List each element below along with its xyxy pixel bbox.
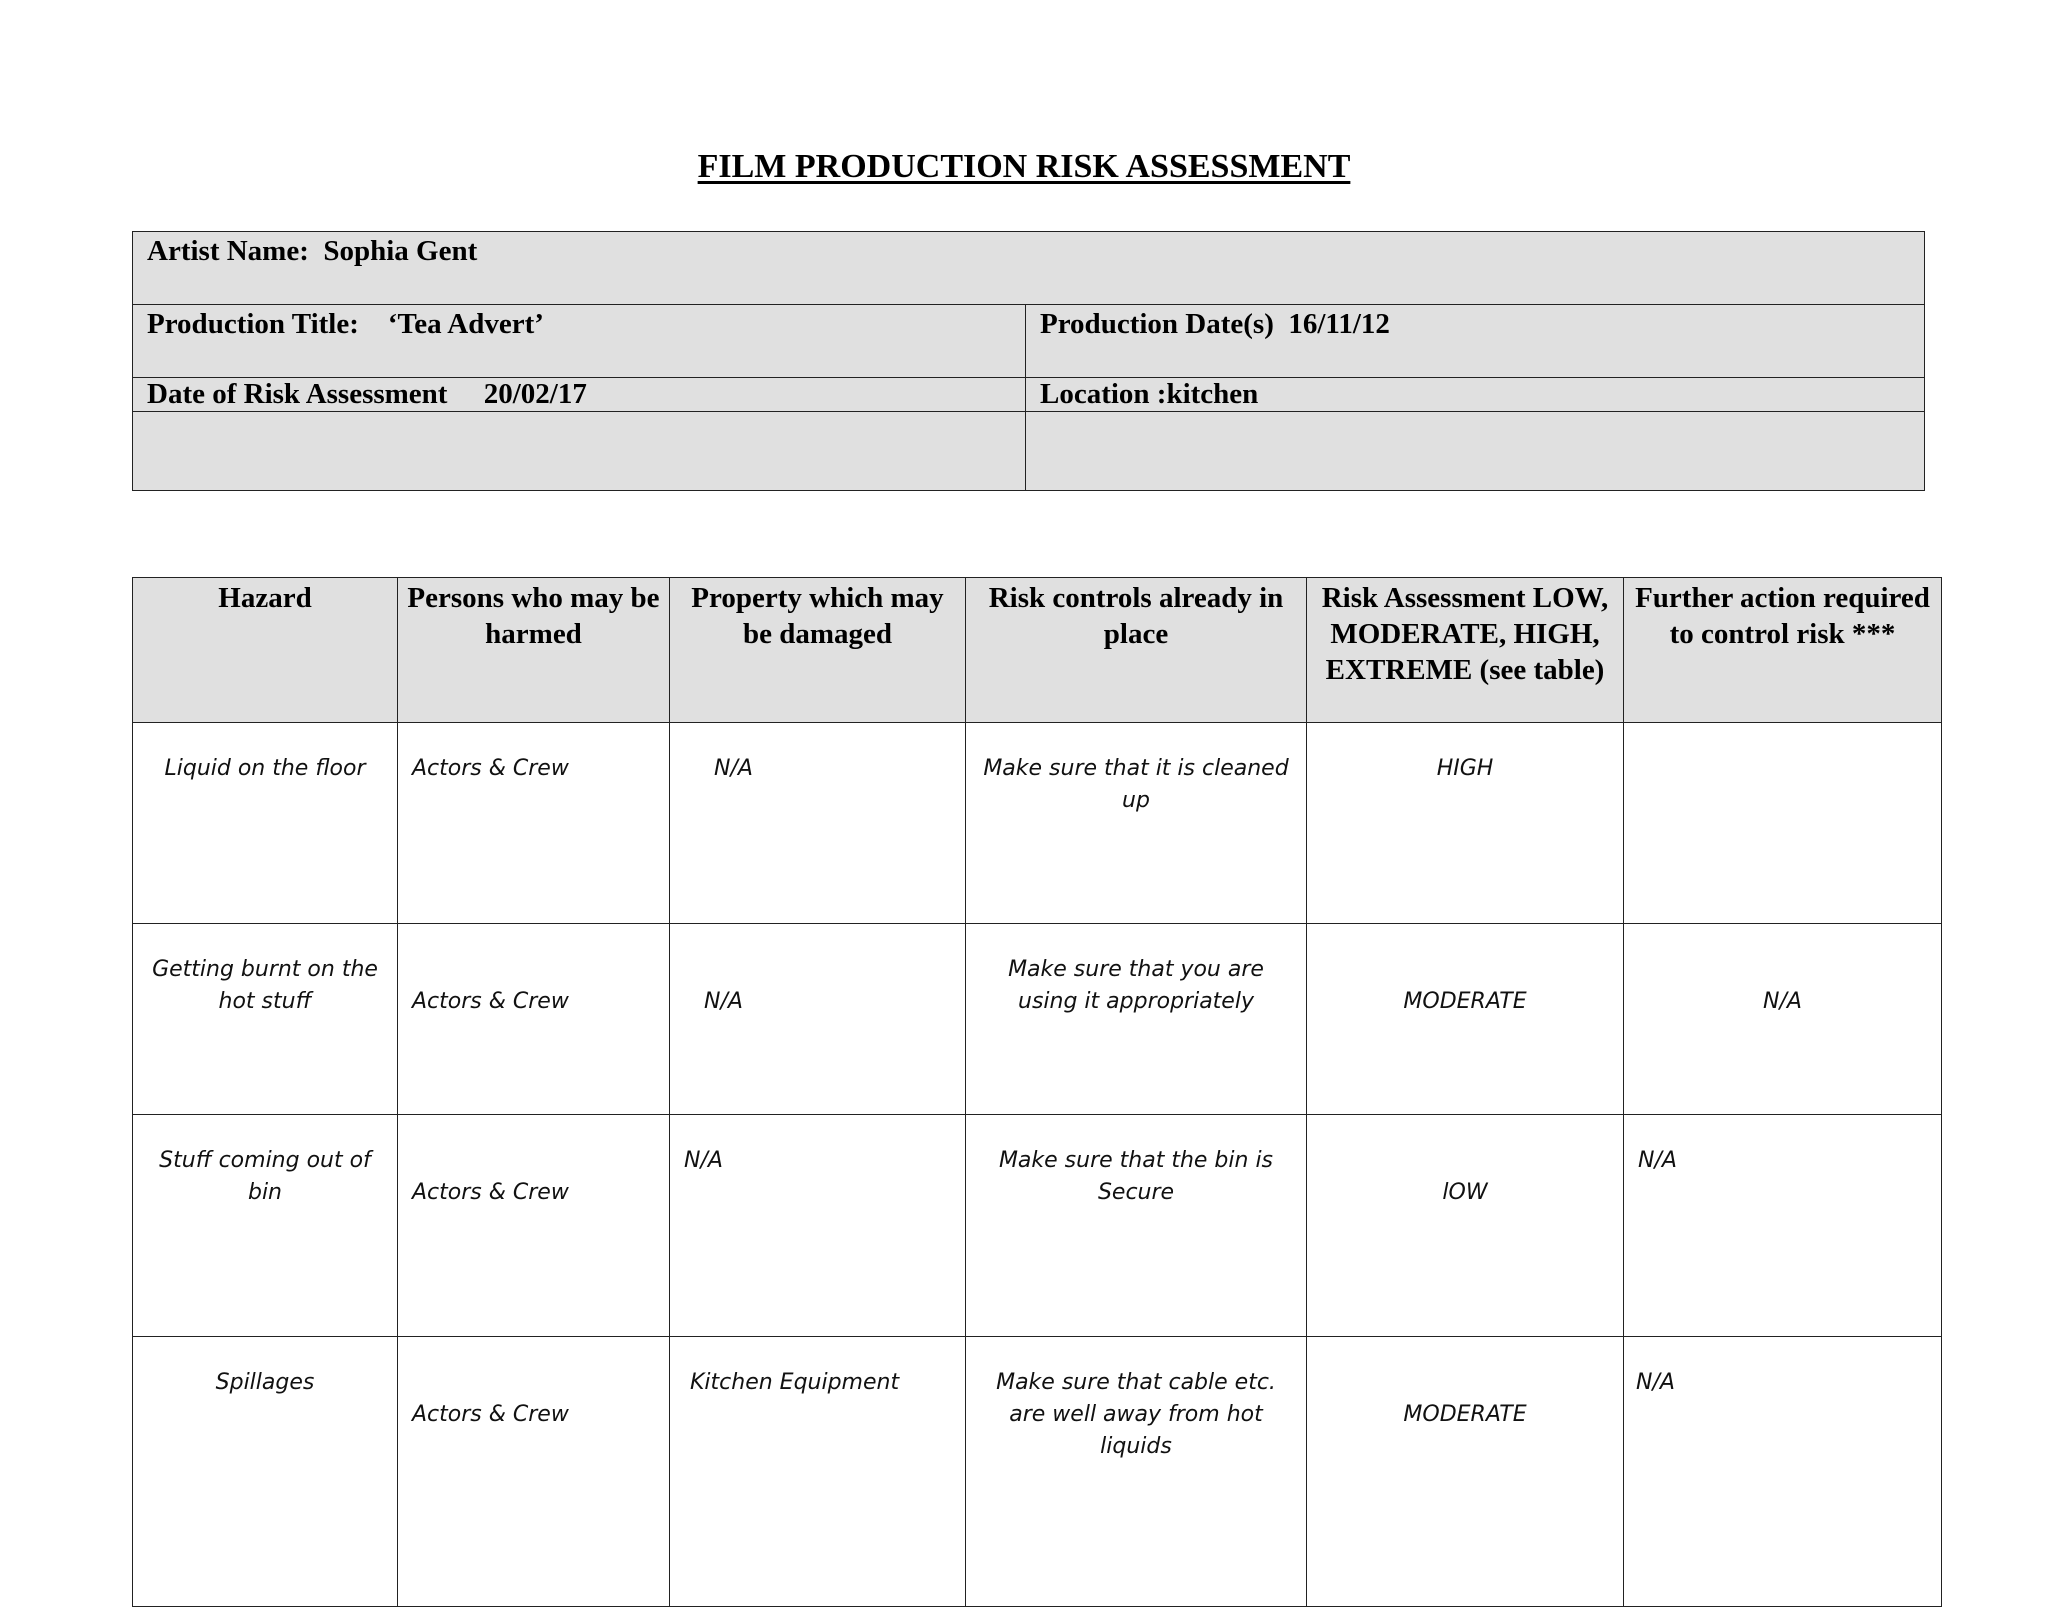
further-action-cell: [1624, 723, 1942, 924]
table-row: [133, 723, 1942, 924]
production-title-cell: [133, 305, 1026, 378]
production-dates-value: 16/11/12: [1288, 308, 1390, 340]
hazard-cell: Liquid on the floor: [133, 723, 398, 924]
table-row: [133, 1115, 1942, 1337]
blank-cell-left: [133, 412, 1026, 491]
blank-info-row: [133, 412, 1925, 491]
artist-name-value: Sophia Gent: [323, 235, 478, 267]
persons-cell: Actors & Crew: [398, 924, 670, 1115]
location-label: Location :: [1040, 378, 1167, 410]
assessment-cell: lOW: [1307, 1115, 1624, 1337]
header-assessment: Risk Assessment LOW, MODERATE, HIGH, EXTREME (see table): [1307, 578, 1624, 723]
header-property: Property which may be damaged: [670, 578, 966, 723]
production-dates-cell: [1026, 305, 1925, 378]
production-title-value: ‘Tea Advert’: [387, 308, 544, 340]
risk-date-cell: [133, 378, 1026, 412]
assessment-cell: MODERATE: [1307, 924, 1624, 1115]
property-cell: N/A: [670, 723, 966, 924]
production-dates-label: Production Date(s): [1040, 308, 1274, 340]
persons-cell: Actors & Crew: [398, 1337, 670, 1607]
property-cell: Kitchen Equipment: [670, 1337, 966, 1607]
controls-cell: Make sure that the bin is Secure: [966, 1115, 1307, 1337]
table-row: [133, 1337, 1942, 1607]
hazard-cell: Getting burnt on the hot stuff: [133, 924, 398, 1115]
blank-cell-right: [1026, 412, 1925, 491]
header-persons: Persons who may be harmed: [398, 578, 670, 723]
assessment-cell: MODERATE: [1307, 1337, 1624, 1607]
production-title-label: Production Title:: [147, 308, 359, 340]
property-cell: N/A: [670, 1115, 966, 1337]
header-hazard: Hazard: [133, 578, 398, 723]
further-action-cell: N/A: [1624, 1115, 1942, 1337]
header-further-action: Further action required to control risk ***: [1624, 578, 1942, 723]
production-info-table: [132, 231, 1925, 491]
persons-cell: Actors & Crew: [398, 1115, 670, 1337]
hazard-cell: Spillages: [133, 1337, 398, 1607]
artist-name-cell: [133, 232, 1925, 305]
assessment-date-row: [133, 378, 1925, 412]
assessment-cell: HIGH: [1307, 723, 1624, 924]
artist-name-label: Artist Name:: [147, 235, 309, 267]
further-action-cell: N/A: [1624, 924, 1942, 1115]
table-row: [133, 924, 1942, 1115]
document-title: FILM PRODUCTION RISK ASSESSMENT: [697, 148, 1351, 185]
artist-row: [133, 232, 1925, 305]
persons-cell: Actors & Crew: [398, 723, 670, 924]
risk-date-value: 20/02/17: [483, 378, 587, 410]
controls-cell: Make sure that you are using it appropriately: [966, 924, 1307, 1115]
header-row: [133, 578, 1942, 723]
production-row: [133, 305, 1925, 378]
location-value: kitchen: [1166, 378, 1259, 410]
further-action-cell: N/A: [1624, 1337, 1942, 1607]
header-controls: Risk controls already in place: [966, 578, 1307, 723]
risk-assessment-table: [132, 577, 1942, 1607]
hazard-cell: Stuff coming out of bin: [133, 1115, 398, 1337]
risk-date-label: Date of Risk Assessment: [147, 378, 448, 410]
location-cell: [1026, 378, 1925, 412]
controls-cell: Make sure that it is cleaned up: [966, 723, 1307, 924]
property-cell: N/A: [670, 924, 966, 1115]
controls-cell: Make sure that cable etc. are well away from hot liquids: [966, 1337, 1307, 1607]
